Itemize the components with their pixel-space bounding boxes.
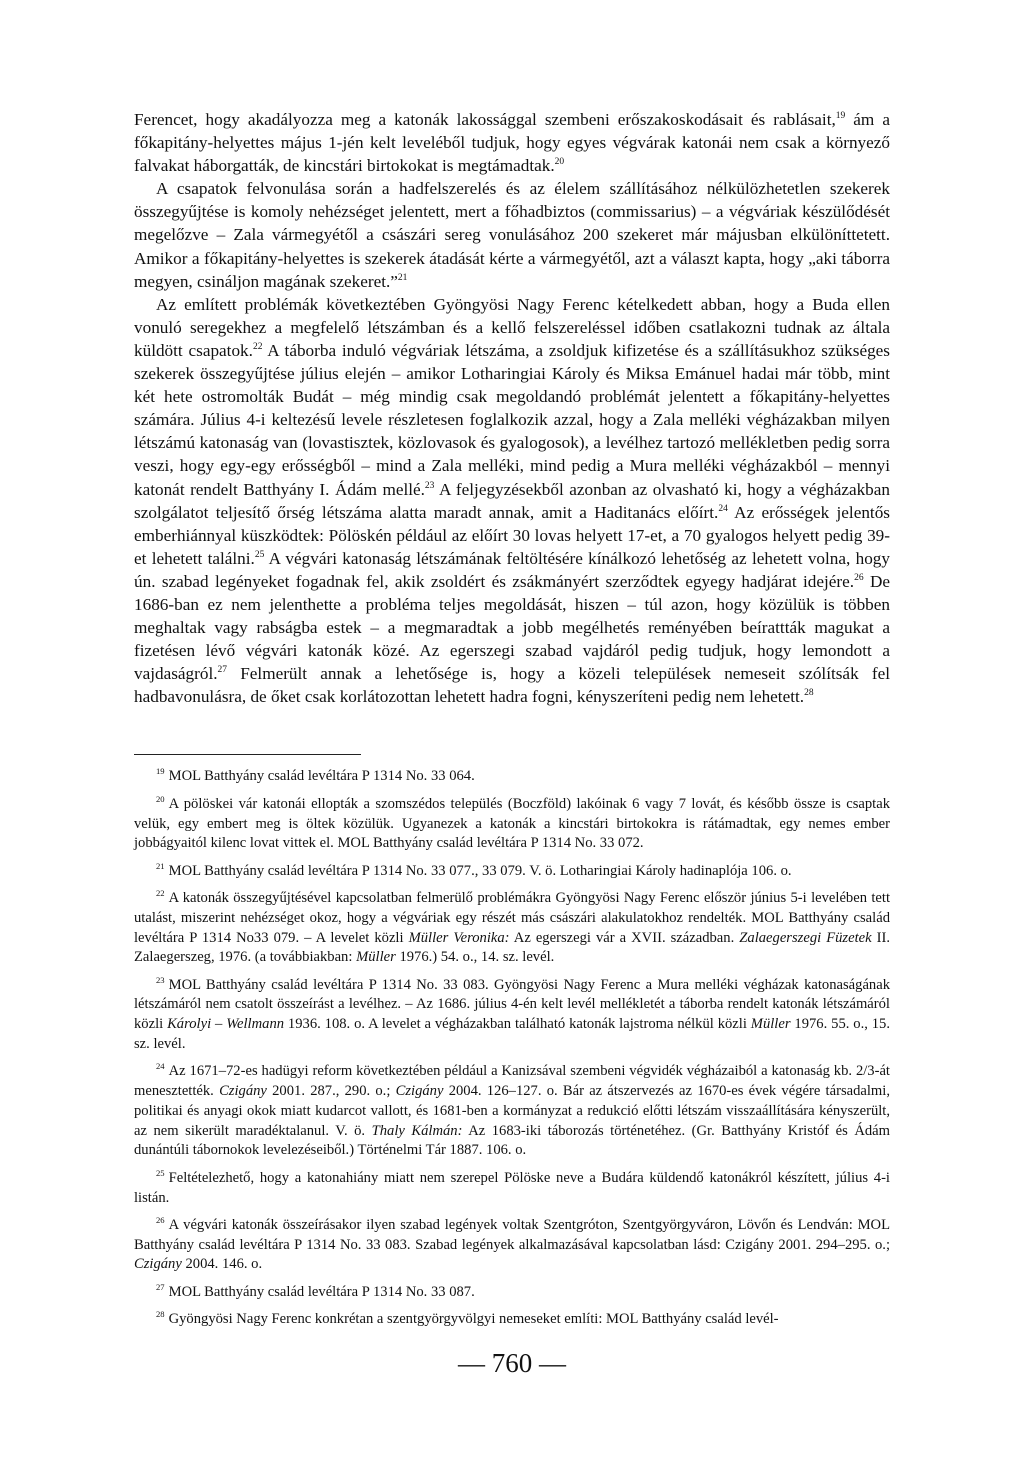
footnote (134, 1169, 890, 1209)
footnote-number: 25 (156, 1167, 165, 1178)
italic-text: Czigány (395, 1083, 444, 1100)
page-content (134, 108, 890, 1337)
text-run: Az 1683-iki táborozás történetéhez. (Gr. Batthyány Kristóf és Ádám dunántúli tábornokok levelezéseiből.) Történelmi Tár 1887. 106. o. (134, 1122, 890, 1159)
footnote-ref: 20 (554, 157, 565, 168)
text-run: MOL Batthyány család levéltára P 1314 No. 33 077., 33 079. V. ö. Lotharingiai Károly hadinaplója 106. o. (168, 862, 792, 879)
footnote-ref: 28 (804, 688, 814, 699)
italic-text: Müller Veronika: (408, 929, 510, 946)
footnote-number: 24 (156, 1061, 165, 1072)
footnote-ref: 21 (397, 272, 408, 283)
footnote (134, 889, 890, 968)
text-run: 1936. 108. o. A levelet a végházakban található katonák lajstroma nélkül közli (284, 1016, 751, 1033)
footnote-ref: 27 (217, 665, 228, 676)
italic-text: Czigány (134, 1256, 182, 1273)
footnote-number: 20 (156, 793, 165, 804)
text-run: A csapatok felvonulása során a hadfelszerelés és az élelem szállításához nélkülözhetetlen szekerek összegyűjtése is komoly nehézséget jelentett, mert a főhadbiztos (commissarius) – a végváriak készülődését megelőzve – Zala vármegyétől a császári sereg vonulásához 200 szekeret már májusban elkülöníttetett. Amikor a főkapitány-helyettes is szekerek átadását kérte a vármegyétől, azt a választ kapta, hogy „aki táborra megyen, csináljon magának szekeret.” (134, 179, 890, 291)
text-run: 2004. 126–127. o. Bár az átszervezés az 1670-es évek végére társadalmi, politikai és anyagi okok miatt kudarcot vallott, és 1681-ben a kormányzat a redukció előtti létszám visszaállítására kényszerült, az nem sikerült maradéktalanul. V. ö. (134, 1083, 890, 1139)
text-run: De 1686-ban ez nem jelenthette a probléma teljes megoldását, hiszen – túl azon, hogy közülük is többen meghaltak vagy rabságba estek – a megmaradtak a jobb megélhetés reményében beírattták magukat a fizetésen lévő végvári katonák közé. Az egerszegi szabad vajdáról pedig tudjuk, hogy lemondott a vajdaságról. (134, 571, 890, 684)
text-run: Az 1671–72-es hadügyi reform következtében például a Kanizsával szembeni végvidék végházaiból a katonaság kb. 2/3-át menesztették. (134, 1063, 890, 1100)
text-run: Az egerszegi vár a XVII. században. (509, 929, 740, 946)
footnotes (134, 767, 890, 1329)
footnote-ref: 26 (854, 572, 864, 583)
footnote-number: 28 (156, 1309, 165, 1320)
italic-text: Müller (750, 1016, 791, 1033)
text-run: A táborba induló végváriak létszáma, a zsoldjuk kifizetése és a szállításukhoz szükséges szekerek összegyűjtése július elején – amikor Lotharingiai Károly és Miksa Emánuel hadai már több, mint két hete ostromolták Budát – még mindig csak megoldandó problémát jelentett a főkapitány-helyettes számára. Július 4-i keltezésű levele részletesen foglalkozik azzal, hogy a Zala melléki végházakban milyen létszámú katonaság van (lovastisztek, közlovasok és gyalogosok), a levélhez tartozó mellékletben pedig sorra veszi, hogy egy-egy erősségből – mind a Zala melléki, mind pedig a Mura melléki végházakból – mennyi katonát rendelt Batthyány I. Ádám mellé. (134, 340, 890, 499)
footnote-number: 26 (156, 1214, 165, 1225)
footnote-ref: 25 (254, 549, 265, 560)
text-run: Az erősségek jelentős emberhiánnyal küszködtek: Pölöskén például az előírt 30 lovas helyett 17-et, a 70 gyalogos helyett pedig 39-et lehetett találni. (134, 502, 890, 568)
text-run: 1976. 55. o., 15. sz. levél. (134, 1016, 890, 1052)
footnote-ref: 24 (718, 503, 728, 514)
footnote-separator (134, 754, 361, 755)
footnote-number: 21 (156, 860, 165, 871)
text-run: MOL Batthyány család levéltára P 1314 No. 33 064. (168, 768, 475, 785)
footnote (134, 767, 890, 787)
footnote (134, 1310, 890, 1330)
text-run: 2001. 287., 290. o.; (266, 1083, 396, 1100)
footnote-number: 19 (156, 766, 165, 777)
italic-text: Müller (356, 949, 396, 966)
body-paragraph (134, 108, 890, 177)
text-run: MOL Batthyány család levéltára P 1314 No. 33 087. (168, 1283, 475, 1300)
text-run: ám a főkapitány-helyettes május 1-jén kelt leveléből tudjuk, hogy egyes végvárak katonái nem csak a környező falvakat háborgatták, de kincstári birtokokat is megtámadtak. (134, 110, 890, 176)
footnote-ref: 19 (835, 111, 846, 121)
italic-text: Zalaegerszegi Füzetek (739, 929, 872, 946)
text-run: Az említett problémák következtében Gyöngyösi Nagy Ferenc kételkedett abban, hogy a Buda ellen vonuló seregekhez a megfelelő létszámban és a kellő felszereléssel időben csatlakozni tudnak az általa küldött csapatok. (134, 294, 890, 360)
italic-text: Károlyi – Wellmann (167, 1016, 285, 1033)
footnote (134, 1283, 890, 1303)
footnote-number: 23 (156, 974, 165, 985)
footnote (134, 1216, 890, 1275)
footnote-number: 27 (156, 1281, 165, 1292)
text-run: A feljegyzésekből azonban az olvasható ki, hogy a végházakban szolgálatot teljesítő őrség létszáma alatta maradt annak, amit a Haditanács előírt. (134, 479, 890, 522)
body-text (134, 108, 890, 708)
text-run: A pölöskei vár katonái ellopták a szomszédos település (Boczföld) lakóinak 6 vagy 7 lovát, és később össze is csaptak velük, egy embert meg is öltek közülük. Ugyanezek a katonák a kincstári birtokokra is rátámadtak, egy nemes ember jobbágyaitól kilenc lovat vittek el. MOL Batthyány család levéltára P 1314 No. 33 072. (134, 795, 890, 852)
text-run: A végvári katonák összeírásakor ilyen szabad legények voltak Szentgróton, Szentgyörgyváron, Lövőn és Lendván: MOL Batthyány család levéltára P 1314 No. 33 083. Szabad legények alkalmazásával kapcsolatban lásd: Czigány 2001. 294–295. o.; (134, 1216, 890, 1253)
body-paragraph (134, 293, 890, 709)
footnote-ref: 23 (424, 480, 435, 491)
text-run: 2004. 146. o. (181, 1256, 263, 1273)
text-run: Feltételezhető, hogy a katonahiány miatt nem szerepel Pölöske neve a Budára küldendő katonákról készített, július 4-i listán. (134, 1169, 890, 1206)
footnote (134, 1062, 890, 1161)
text-run: MOL Batthyány család levéltára P 1314 No. 33 083. Gyöngyösi Nagy Ferenc a Mura melléki végházak katonaságának létszámáról nem csatolt összeírást a levélhez. – Az 1686. július 4-én kelt levél mellékletét a táborba rendelt katonák létszámáról közli (134, 976, 890, 1033)
body-paragraph (134, 177, 890, 292)
footnote (134, 862, 890, 882)
footnote-ref: 22 (252, 341, 263, 352)
italic-text: Czigány (219, 1083, 267, 1100)
text-run: 1976.) 54. o., 14. sz. levél. (395, 949, 555, 966)
text-run: A katonák összegyűjtésével kapcsolatban felmerülő problémákra Gyöngyösi Nagy Ferenc először június 5-i levelében tett utalást, miszerint nehézséget okoz, hogy a végváriak egy részét más császári alakulatokhoz rendelték. MOL Batthyány család levéltára P 1314 No33 079. – A levelet közli (134, 889, 890, 946)
text-run: Gyöngyösi Nagy Ferenc konkrétan a szentgyörgyvölgyi nemeseket említi: MOL Batthyány család levél- (168, 1311, 779, 1328)
footnote (134, 795, 890, 854)
footnote-number: 22 (156, 887, 165, 898)
italic-text: Thaly Kálmán: (371, 1122, 463, 1139)
text-run: A végvári katonaság létszámának feltöltésére kínálkozó lehetőség az lehetett volna, hogy ún. szabad legényeket fogadnak fel, akik zsoldért és zsákmányért szerződtek egyegy hadjárat idejére. (134, 548, 890, 591)
footnote (134, 976, 890, 1055)
text-run: II. Zalaegerszeg, 1976. (a továbbiakban: (134, 929, 890, 966)
page-number: — 760 — (458, 1348, 566, 1378)
text-run: Ferencet, hogy akadályozza meg a katonák lakossággal szembeni erőszakoskodásait és rablásait, (134, 110, 836, 129)
text-run: Felmerült annak a lehetősége is, hogy a közeli települések nemeseit szólítsák fel hadbavonulásra, de őket csak korlátozottan lehetett hadra fogni, kényszeríteni pedig nem lehetett. (134, 664, 890, 707)
